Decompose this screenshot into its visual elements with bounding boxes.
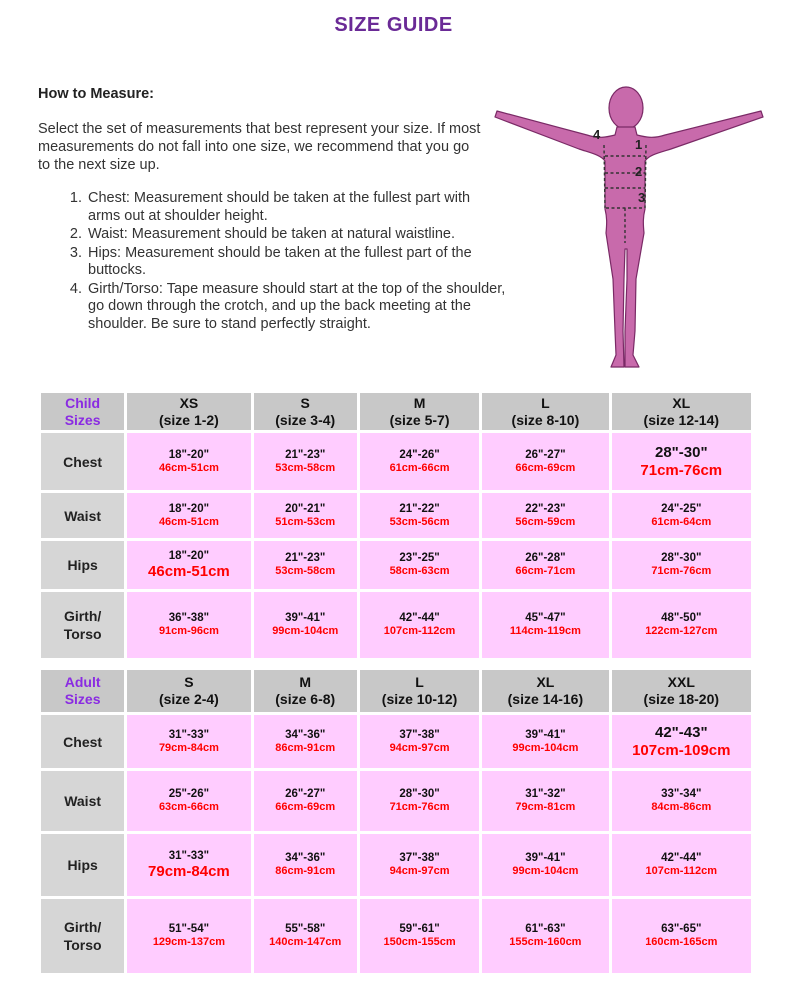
body-measure-figure (493, 83, 765, 373)
child-hips-xs: 18"-20" 46cm-51cm (127, 541, 250, 589)
adult-row-waist: Waist 25"-26" 63cm-66cm 26"-27" 66cm-69cm 28"-30" 71cm-76cm 31"-32" 79cm-81cm 33"-34" 84cm-86cm (41, 771, 751, 831)
adult-chest-l: 37"-38" 94cm-97cm (360, 715, 479, 768)
child-header-s: S (size 3-4) (254, 393, 357, 430)
child-size-table (38, 390, 754, 661)
adult-hips-m: 34"-36" 86cm-91cm (254, 834, 357, 896)
child-girth-l: 45"-47" 114cm-119cm (482, 592, 608, 658)
adult-waist-xl: 31"-32" 79cm-81cm (482, 771, 608, 831)
adult-row-girth: Girth/ Torso 51"-54" 129cm-137cm 55"-58" 140cm-147cm 59"-61" 150cm-155cm 61"-63" 155cm-160cm 63"-65" 160cm-165cm (41, 899, 751, 973)
child-waist-m: 21"-22" 53cm-56cm (360, 493, 479, 538)
adult-header-m: M (size 6-8) (254, 670, 357, 712)
adult-chest-xl: 39"-41" 99cm-104cm (482, 715, 608, 768)
child-hips-s: 21"-23" 53cm-58cm (254, 541, 357, 589)
child-row-hips: Hips 18"-20" 46cm-51cm 21"-23" 53cm-58cm 23"-25" 58cm-63cm 26"-28" 66cm-71cm 28"-30" 71cm-76cm (41, 541, 751, 589)
adult-chest-m: 34"-36" 86cm-91cm (254, 715, 357, 768)
adult-header-s: S (size 2-4) (127, 670, 250, 712)
adult-hips-xxl: 42"-44" 107cm-112cm (612, 834, 751, 896)
adult-girth-m: 55"-58" 140cm-147cm (254, 899, 357, 973)
child-header-xs: XS (size 1-2) (127, 393, 250, 430)
child-hips-m: 23"-25" 58cm-63cm (360, 541, 479, 589)
child-waist-xs: 18"-20" 46cm-51cm (127, 493, 250, 538)
adult-sizes-label: Adult Sizes (41, 670, 124, 712)
intro-paragraph: Select the set of measurements that best represent your size. If most measurements do not fall into one size, we recommend that you go to the next size up. (38, 121, 481, 173)
child-girth-xs: 36"-38" 91cm-96cm (127, 592, 250, 658)
child-chest-l: 26"-27" 66cm-69cm (482, 433, 608, 490)
figure-marker-3: 3 (638, 190, 646, 205)
child-sizes-label: Child Sizes (41, 393, 124, 430)
adult-chest-s: 31"-33" 79cm-84cm (127, 715, 250, 768)
child-chest-xs: 18"-20" 46cm-51cm (127, 433, 250, 490)
measure-steps-list (70, 190, 506, 334)
child-chest-s: 21"-23" 53cm-58cm (254, 433, 357, 490)
adult-waist-xxl: 33"-34" 84cm-86cm (612, 771, 751, 831)
child-row-girth: Girth/ Torso 36"-38" 91cm-96cm 39"-41" 99cm-104cm 42"-44" 107cm-112cm 45"-47" 114cm-119cm 48"-50" 122cm-127cm (41, 592, 751, 658)
adult-waist-l: 28"-30" 71cm-76cm (360, 771, 479, 831)
adult-chest-xxl: 42"-43" 107cm-109cm (612, 715, 751, 768)
child-row-chest: Chest 18"-20" 46cm-51cm 21"-23" 53cm-58cm 24"-26" 61cm-66cm 26"-27" 66cm-69cm 28"-30" 71cm-76cm (41, 433, 751, 490)
how-to-measure-heading: How to Measure: (38, 86, 155, 102)
child-waist-l: 22"-23" 56cm-59cm (482, 493, 608, 538)
child-header-m: M (size 5-7) (360, 393, 479, 430)
figure-marker-4: 4 (593, 127, 601, 142)
adult-waist-s: 25"-26" 63cm-66cm (127, 771, 250, 831)
adult-header-l: L (size 10-12) (360, 670, 479, 712)
adult-row-hips: Hips 31"-33" 79cm-84cm 34"-36" 86cm-91cm 37"-38" 94cm-97cm 39"-41" 99cm-104cm 42"-44" 107cm-112cm (41, 834, 751, 896)
child-girth-s: 39"-41" 99cm-104cm (254, 592, 357, 658)
child-girth-xl: 48"-50" 122cm-127cm (612, 592, 751, 658)
adult-girth-xxl: 63"-65" 160cm-165cm (612, 899, 751, 973)
figure-marker-1: 1 (635, 137, 643, 152)
child-header-xl: XL (size 12-14) (612, 393, 751, 430)
adult-girth-xl: 61"-63" 155cm-160cm (482, 899, 608, 973)
child-chest-m: 24"-26" 61cm-66cm (360, 433, 479, 490)
step-chest: 1. Chest: Measurement should be taken at the fullest part with arms out at shoulder height. (86, 190, 506, 225)
child-waist-s: 20"-21" 51cm-53cm (254, 493, 357, 538)
adult-header-xl: XL (size 14-16) (482, 670, 608, 712)
adult-waist-m: 26"-27" 66cm-69cm (254, 771, 357, 831)
adult-hips-l: 37"-38" 94cm-97cm (360, 834, 479, 896)
adult-girth-l: 59"-61" 150cm-155cm (360, 899, 479, 973)
child-hips-l: 26"-28" 66cm-71cm (482, 541, 608, 589)
step-hips: 3. Hips: Measurement should be taken at the fullest part of the buttocks. (86, 245, 506, 280)
child-waist-xl: 24"-25" 61cm-64cm (612, 493, 751, 538)
adult-row-chest: Chest 31"-33" 79cm-84cm 34"-36" 86cm-91cm 37"-38" 94cm-97cm 39"-41" 99cm-104cm 42"-43" 107cm-109cm (41, 715, 751, 768)
child-row-waist: Waist 18"-20" 46cm-51cm 20"-21" 51cm-53cm 21"-22" 53cm-56cm 22"-23" 56cm-59cm 24"-25" 61cm-64cm (41, 493, 751, 538)
step-girth: 4. Girth/Torso: Tape measure should start at the top of the shoulder, go down through the crotch, and up the back meeting at the shoulder. Be sure to stand perfectly straight. (86, 281, 506, 334)
child-chest-xl: 28"-30" 71cm-76cm (612, 433, 751, 490)
child-hips-xl: 28"-30" 71cm-76cm (612, 541, 751, 589)
adult-hips-s: 31"-33" 79cm-84cm (127, 834, 250, 896)
child-header-l: L (size 8-10) (482, 393, 608, 430)
child-girth-m: 42"-44" 107cm-112cm (360, 592, 479, 658)
adult-hips-xl: 39"-41" 99cm-104cm (482, 834, 608, 896)
adult-header-xxl: XXL (size 18-20) (612, 670, 751, 712)
adult-girth-s: 51"-54" 129cm-137cm (127, 899, 250, 973)
adult-size-table (38, 667, 754, 976)
figure-marker-2: 2 (635, 164, 643, 179)
page-title: SIZE GUIDE (334, 14, 453, 36)
step-waist: 2. Waist: Measurement should be taken at natural waistline. (86, 226, 506, 244)
